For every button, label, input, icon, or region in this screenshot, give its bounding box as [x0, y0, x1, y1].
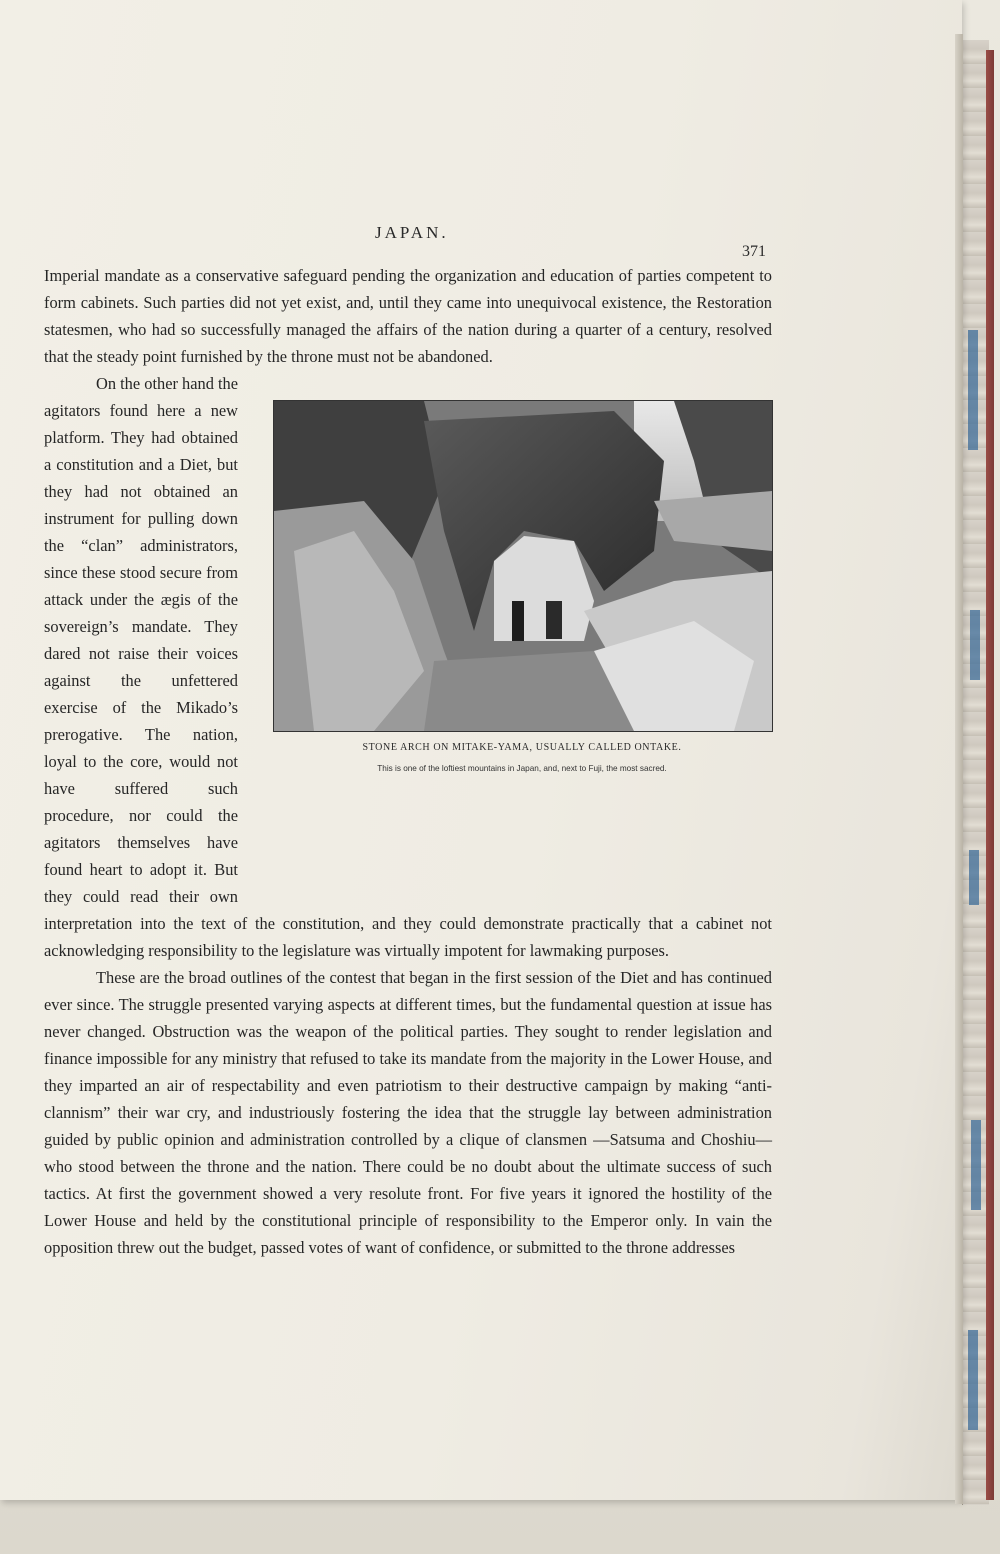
cover-pattern [969, 850, 979, 905]
cover-pattern [968, 1330, 978, 1430]
book-cover-edge [962, 40, 989, 1505]
stone-arch-photograph [273, 400, 773, 732]
cover-pattern [971, 1120, 981, 1210]
paragraph-2-text: On the other hand the agitators found here a new platform. They had obtained a constitution and a Diet, but they had not obtained an instrument for pulling down the “clan” administrators, since these stood secure from attack under the ægis of the sovereign’s mandate. They dared not raise their voices against the unfettered exercise of the Mikado’s prerogative. The nation, loyal to the core, would not have suffered such procedure, nor could the agitators themselves have found heart to adopt it. But they could read their own interpretation into the text of the constitution, and they could demonstrate practically that a cabinet not acknowledging responsibility to the legislature was virtually impotent for lawmaking purposes. [44, 374, 772, 960]
figure-caption: STONE ARCH ON MITAKE-YAMA, USUALLY CALLED ONTAKE. [362, 742, 682, 753]
paragraph-1 [44, 262, 772, 370]
book-cover-red-board [986, 50, 994, 1500]
page-number: 371 [742, 243, 766, 260]
cover-pattern [968, 330, 978, 450]
figure-subcaption: This is one of the loftiest mountains in Japan, and, next to Fuji, the most sacred. [377, 764, 667, 773]
paragraph-3 [44, 964, 772, 1261]
page-edge [955, 34, 963, 1504]
paragraph-1-text: Imperial mandate as a conservative safeguard pending the organization and education of parties competent to form cabinets. Such parties did not yet exist, and, until they came into unequivocal existence, the Restoration statesmen, who had so successfully managed the affairs of the nation during a quarter of a century, resolved that the steady point furnished by the throne must not be abandoned. [44, 266, 772, 366]
cover-pattern [970, 610, 980, 680]
running-head: JAPAN. [375, 223, 449, 242]
paragraph-3-text: These are the broad outlines of the contest that began in the first session of the Diet and has continued ever since. The struggle presented varying aspects at different times, but the fundamental question at issue has never changed. Obstruction was the weapon of the political parties. They sought to render legislation and finance impossible for any ministry that refused to take its mandate from the majority in the Lower House, and they imparted an air of respectability and even patriotism to their destructive campaign by making “anti-clannism” their war cry, and industriously fostering the idea that the struggle lay between administration guided by public opinion and administration controlled by a clique of clansmen —Satsuma and Choshiu—who stood between the throne and the nation. There could be no doubt about the ultimate success of such tactics. At first the government showed a very resolute front. For five years it ignored the hostility of the Lower House and held by the constitutional principle of responsibility to the Emperor only. In vain the opposition threw out the budget, passed votes of want of confidence, or submitted to the throne addresses [44, 968, 772, 1257]
photograph-illustration [274, 401, 772, 731]
